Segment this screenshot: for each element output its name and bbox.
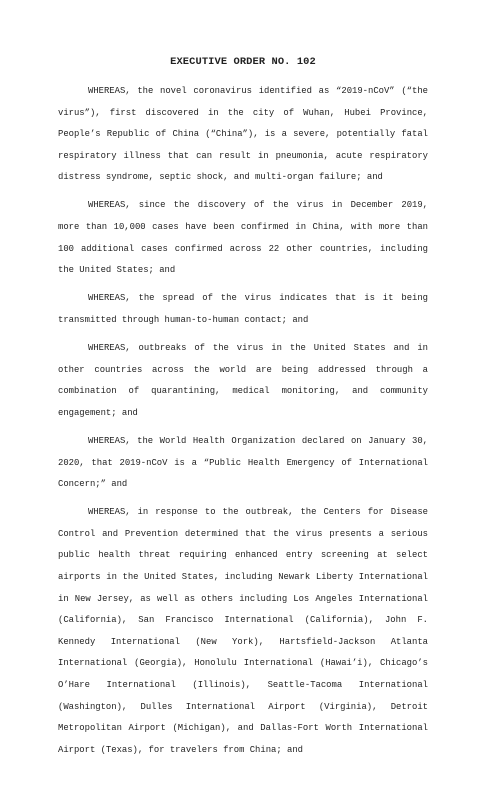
document-page [58, 55, 428, 768]
whereas-paragraph-4: WHEREAS, outbreaks of the virus in the United States and in other countries across the world are being addressed through a combination of quarantining, medical monitoring, and community engagement; and [58, 343, 428, 418]
whereas-paragraph-2: WHEREAS, since the discovery of the virus in December 2019, more than 10,000 cases have been confirmed in China, with more than 100 additional cases confirmed across 22 other countries, including the United States; and [58, 200, 428, 276]
whereas-paragraph-1: WHEREAS, the novel coronavirus identified as “2019-nCoV” (“the virus”), first discovered in the city of Wuhan, Hubei Province, People’s Republic of China (“China”), is a severe, potentially fatal respiratory illness that can result in pneumonia, acute respiratory distress syndrome, septic shock, and multi-organ failure; and [58, 86, 428, 183]
document-title: EXECUTIVE ORDER NO. 102 [170, 56, 316, 68]
whereas-paragraph-6: WHEREAS, in response to the outbreak, the Centers for Disease Control and Prevention determined that the virus presents a serious public health threat requiring enhanced entry screening at select airports in the United States, including Newark Liberty International in New Jersey, as well as others including Los Angeles International (California), San Francisco International (California), John F. Kennedy International (New York), Hartsfield-Jackson Atlanta International (Georgia), Honolulu International (Hawai’i), Chicago’s O’Hare International (Illinois), Seattle-Tacoma International (Washington), Dulles International Airport (Virginia), Detroit Metropolitan Airport (Michigan), and Dallas-Fort Worth International Airport (Texas), for travelers from China; and [58, 507, 428, 755]
whereas-paragraph-3: WHEREAS, the spread of the virus indicates that is it being transmitted through human-to-human contact; and [58, 293, 428, 325]
whereas-paragraph-5: WHEREAS, the World Health Organization declared on January 30, 2020, that 2019-nCoV is a “Public Health Emergency of International Concern;” and [58, 435, 428, 490]
